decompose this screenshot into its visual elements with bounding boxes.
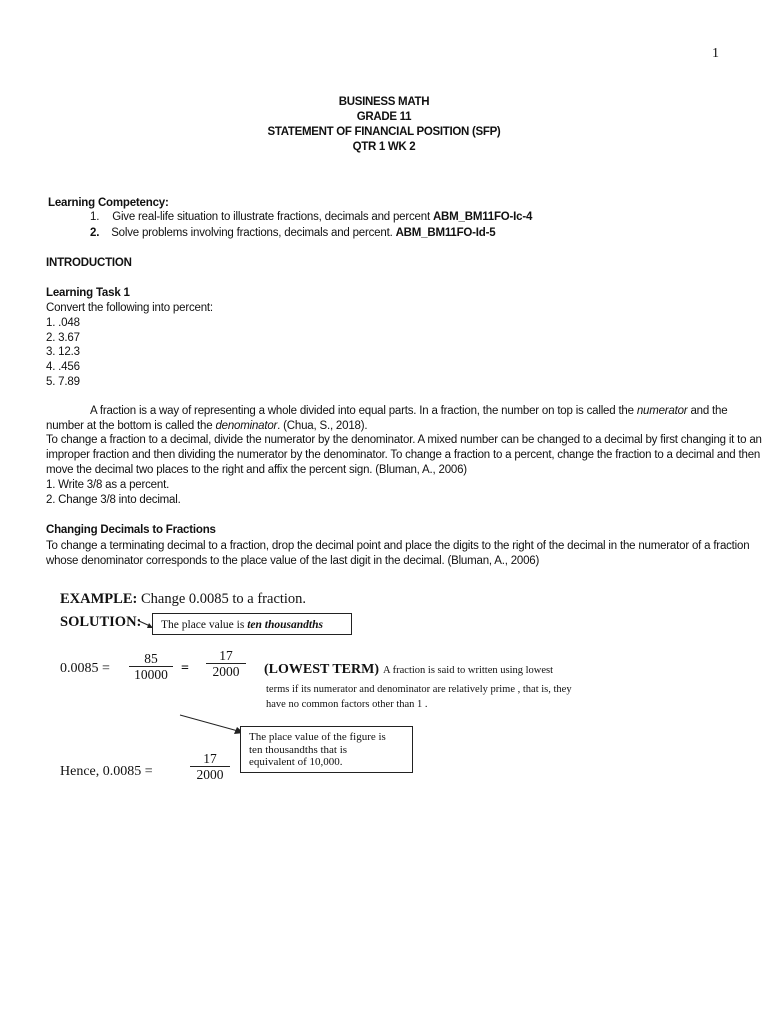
place-value-term: ten thousandths — [247, 619, 323, 631]
section-line: whose denominator corresponds to the place value of the last digit in the decimal. (Bluman, A., 2006) — [46, 555, 540, 567]
paragraph-line: move the decimal two places to the right and affix the percent sign. (Bluman, A., 2006) — [46, 464, 467, 476]
competency-item-code: ABM_BM11FO-Ic-4 — [432, 211, 533, 223]
lowest-term-text: terms if its numerator and denominator are relatively prime , that is, they — [266, 684, 572, 695]
task-item: 2. 3.67 — [46, 332, 80, 344]
equation-lhs: 0.0085 = — [60, 661, 110, 676]
paragraph-term: denominator — [215, 420, 278, 432]
lowest-term-note — [264, 660, 553, 678]
equals-sign: = — [181, 661, 189, 676]
paragraph-line — [46, 420, 367, 432]
lowest-term-label: (LOWEST TERM) — [264, 662, 380, 677]
place-value-text: The place value is — [161, 619, 248, 631]
header-topic: STATEMENT OF FINANCIAL POSITION (SFP) — [267, 126, 501, 138]
paragraph-line — [90, 405, 727, 417]
fraction-17-2000 — [206, 648, 246, 679]
example-text: Change 0.0085 to a fraction. — [140, 591, 307, 607]
example-heading — [60, 591, 306, 608]
paragraph-text: number at the bottom is called the — [46, 420, 216, 432]
fraction-85-10000 — [129, 651, 173, 682]
place-value-explanation-box — [240, 726, 413, 773]
paragraph-line: 2. Change 3/8 into decimal. — [46, 494, 181, 506]
paragraph-line: 1. Write 3/8 as a percent. — [46, 479, 170, 491]
lowest-term-text: A fraction is said to written using lowest — [383, 665, 554, 676]
competency-item-text: Give real-life situation to illustrate fractions, decimals and percent — [112, 211, 433, 223]
competency-item-1 — [90, 211, 532, 223]
task-title: Learning Task 1 — [46, 287, 130, 299]
fraction-17-2000-result — [190, 751, 230, 782]
fraction-denominator: 2000 — [212, 664, 240, 679]
paragraph-line: To change a fraction to a decimal, divide the numerator by the denominator. A mixed number can be changed to a decimal by first changing it to an — [46, 434, 762, 446]
competency-item-num: 2. — [90, 227, 100, 239]
page-number: 1 — [712, 46, 719, 61]
paragraph-text: A fraction is a way of representing a whole divided into equal parts. In a fraction, the number on top is called the — [90, 405, 637, 417]
paragraph-text: . (Chua, S., 2018). — [277, 420, 368, 432]
section-title: Changing Decimals to Fractions — [46, 524, 216, 536]
explanation-line: The place value of the figure is — [249, 731, 386, 743]
paragraph-text: and the — [687, 405, 728, 417]
competency-item-text: Solve problems involving fractions, decimals and percent. — [111, 227, 396, 239]
header-grade: GRADE 11 — [356, 111, 412, 123]
arrow-icon — [178, 712, 248, 738]
solution-label: SOLUTION: — [60, 614, 142, 630]
task-instruction: Convert the following into percent: — [46, 302, 213, 314]
task-item: 5. 7.89 — [46, 376, 80, 388]
hence-label: Hence, 0.0085 = — [60, 764, 153, 779]
task-item: 4. .456 — [46, 361, 80, 373]
section-line: To change a terminating decimal to a fraction, drop the decimal point and place the digits to the right of the decimal in the numerator of a fraction — [46, 540, 750, 552]
explanation-line: equivalent of 10,000. — [249, 756, 343, 768]
lowest-term-text: have no common factors other than 1 . — [266, 699, 428, 710]
competency-title: Learning Competency: — [48, 197, 169, 209]
competency-item-2 — [90, 227, 495, 239]
fraction-denominator: 10000 — [134, 667, 168, 682]
fraction-denominator: 2000 — [196, 767, 224, 782]
section-introduction: INTRODUCTION — [46, 257, 132, 269]
fraction-numerator: 17 — [190, 751, 230, 767]
task-item: 3. 12.3 — [46, 346, 80, 358]
paragraph-term: numerator — [636, 405, 688, 417]
fraction-numerator: 17 — [206, 648, 246, 664]
fraction-numerator: 85 — [129, 651, 173, 667]
task-item: 1. .048 — [46, 317, 80, 329]
explanation-line: ten thousandths that is — [249, 743, 348, 756]
competency-item-code: ABM_BM11FO-Id-5 — [395, 227, 496, 239]
example-label: EXAMPLE: — [60, 591, 138, 607]
competency-item-num: 1. — [90, 211, 100, 223]
header-subject: BUSINESS MATH — [338, 96, 430, 108]
place-value-box — [152, 613, 352, 635]
paragraph-line: improper fraction and then dividing the numerator by the denominator. To change a fraction to a percent, change the fraction to a decimal and then — [46, 449, 761, 461]
header-quarter-week: QTR 1 WK 2 — [352, 141, 416, 153]
